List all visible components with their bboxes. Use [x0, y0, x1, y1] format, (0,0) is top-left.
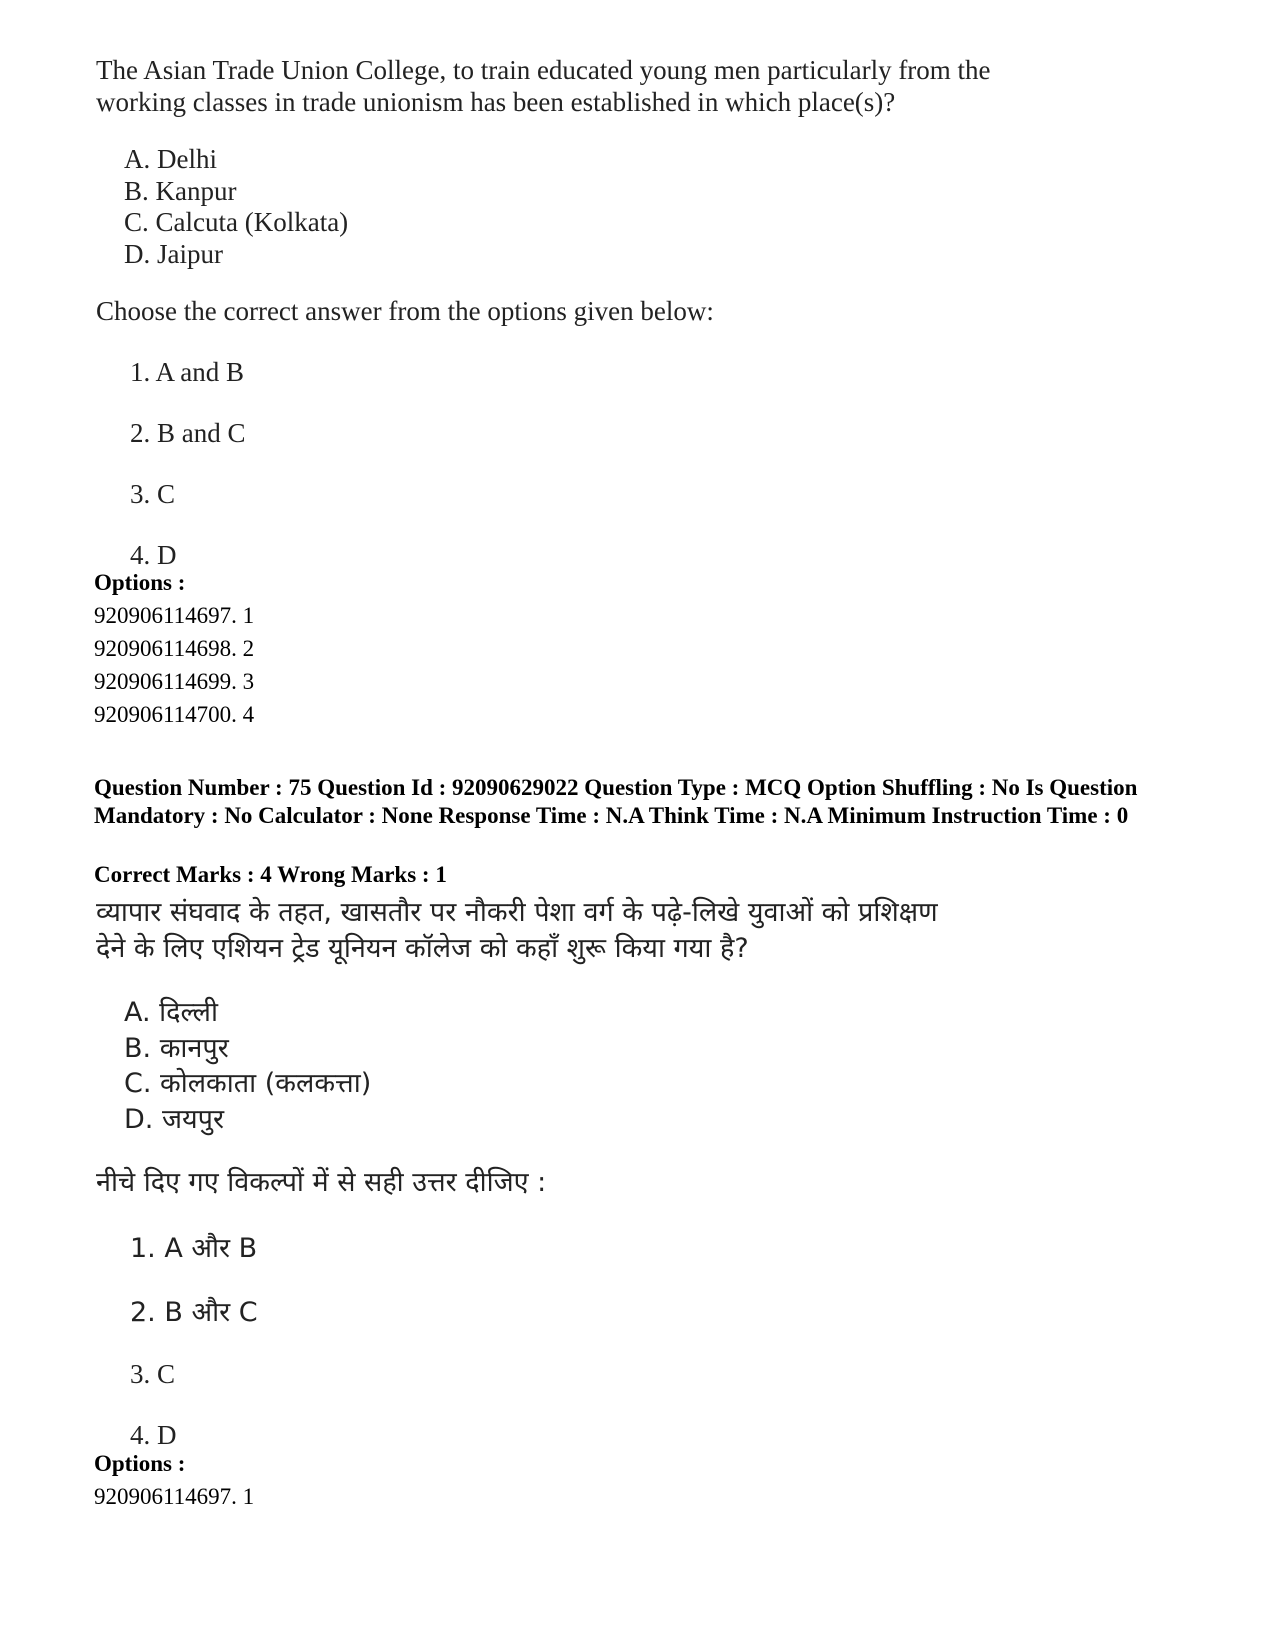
- question1-option-2: 920906114698. 2: [94, 636, 255, 661]
- question2-place-c: C. कोलकाता (कलकत्ता): [124, 1068, 372, 1099]
- question1-option-1: 920906114697. 1: [94, 603, 255, 628]
- question2-choice-2: 2. B और C: [130, 1297, 258, 1328]
- question2-place-b: B. कानपुर: [124, 1033, 229, 1064]
- question1-place-d: D. Jaipur: [124, 239, 223, 269]
- question1-stem-line1: The Asian Trade Union College, to train educated young men particularly from the: [96, 55, 991, 85]
- question2-options-label: Options :: [94, 1451, 186, 1476]
- question1-place-c: C. Calcuta (Kolkata): [124, 207, 349, 237]
- question2-choice-3: 3. C: [130, 1359, 176, 1389]
- question2-choice-4: 4. D: [130, 1420, 177, 1450]
- question1-choice-4: 4. D: [130, 540, 177, 570]
- question1-option-4: 920906114700. 4: [94, 702, 255, 727]
- question2-place-d: D. जयपुर: [124, 1104, 225, 1135]
- question2-instruction: नीचे दिए गए विकल्पों में से सही उत्तर दीजिए :: [96, 1167, 547, 1198]
- question1-options-label: Options :: [94, 570, 186, 595]
- question2-choice-1: 1. A और B: [130, 1233, 258, 1264]
- question1-place-b: B. Kanpur: [124, 176, 237, 206]
- question1-choice-1: 1. A and B: [130, 357, 245, 387]
- question2-option-1: 920906114697. 1: [94, 1484, 255, 1509]
- question1-stem-line2: working classes in trade unionism has been established in which place(s)?: [96, 87, 896, 117]
- question2-place-a: A. दिल्ली: [124, 997, 218, 1028]
- question2-stem-line1: व्यापार संघवाद के तहत, खासतौर पर नौकरी पेशा वर्ग के पढ़े-लिखे युवाओं को प्रशिक्षण: [96, 897, 938, 928]
- question1-place-a: A. Delhi: [124, 144, 217, 174]
- question1-choice-2: 2. B and C: [130, 418, 246, 448]
- question1-choice-3: 3. C: [130, 479, 176, 509]
- question2-marks: Correct Marks : 4 Wrong Marks : 1: [94, 862, 447, 887]
- question2-header: Question Number : 75 Question Id : 92090629022 Question Type : MCQ Option Shuffling : No Is Question Mandatory : No Calculator : None Response Time : N.A Think Time : N.A Minimum Instruction Time : 0: [94, 775, 1138, 828]
- question1-option-3: 920906114699. 3: [94, 669, 255, 694]
- question2-stem-line2: देने के लिए एशियन ट्रेड यूनियन कॉलेज को कहाँ शुरू किया गया है?: [96, 933, 749, 964]
- question1-instruction: Choose the correct answer from the options given below:: [96, 296, 714, 326]
